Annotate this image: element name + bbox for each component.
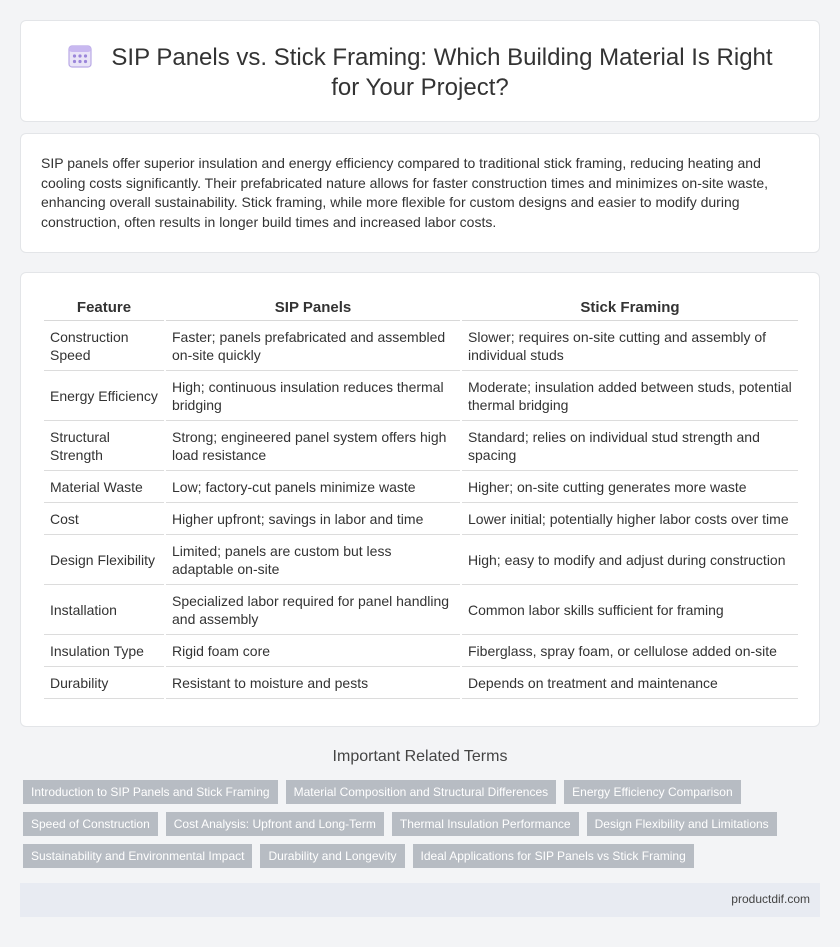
table-row	[44, 322, 798, 371]
tag-row	[23, 844, 813, 868]
feature-cell: Structural Strength	[44, 422, 164, 471]
table-row	[44, 504, 798, 535]
sip-cell: Rigid foam core	[166, 636, 460, 667]
stick-cell: Standard; relies on individual stud strength and spacing	[462, 422, 798, 471]
stick-cell: Higher; on-site cutting generates more waste	[462, 472, 798, 503]
stick-cell: Depends on treatment and maintenance	[462, 668, 798, 699]
sip-cell: Limited; panels are custom but less adaptable on-site	[166, 536, 460, 585]
feature-cell: Energy Efficiency	[44, 372, 164, 421]
feature-cell: Insulation Type	[44, 636, 164, 667]
sip-cell: Faster; panels prefabricated and assembled on-site quickly	[166, 322, 460, 371]
related-tag[interactable]: Design Flexibility and Limitations	[587, 812, 777, 836]
related-tag[interactable]: Energy Efficiency Comparison	[564, 780, 741, 804]
calendar-grid-icon	[67, 43, 93, 69]
stick-cell: High; easy to modify and adjust during construction	[462, 536, 798, 585]
footer-site-link[interactable]: productdif.com	[731, 892, 810, 906]
related-tag[interactable]: Introduction to SIP Panels and Stick Framing	[23, 780, 278, 804]
table-row	[44, 372, 798, 421]
sip-cell: Low; factory-cut panels minimize waste	[166, 472, 460, 503]
feature-cell: Durability	[44, 668, 164, 699]
stick-cell: Slower; requires on-site cutting and assembly of individual studs	[462, 322, 798, 371]
related-terms-tags	[23, 780, 813, 876]
sip-cell: Strong; engineered panel system offers high load resistance	[166, 422, 460, 471]
table-row	[44, 536, 798, 585]
sip-cell: Resistant to moisture and pests	[166, 668, 460, 699]
sip-cell: Higher upfront; savings in labor and time	[166, 504, 460, 535]
feature-cell: Design Flexibility	[44, 536, 164, 585]
page-title: SIP Panels vs. Stick Framing: Which Building Material Is Right for Your Project?	[111, 44, 773, 101]
table-row	[44, 472, 798, 503]
tag-row	[23, 780, 813, 804]
feature-cell: Construction Speed	[44, 322, 164, 371]
tag-row	[23, 812, 813, 836]
related-tag[interactable]: Cost Analysis: Upfront and Long-Term	[166, 812, 384, 836]
table-row	[44, 422, 798, 471]
related-tag[interactable]: Speed of Construction	[23, 812, 158, 836]
title-card	[20, 20, 820, 122]
intro-card	[20, 133, 820, 253]
feature-cell: Material Waste	[44, 472, 164, 503]
sip-cell: Specialized labor required for panel handling and assembly	[166, 586, 460, 635]
header-sip-panels: SIP Panels	[166, 296, 460, 321]
header-stick-framing: Stick Framing	[462, 296, 798, 321]
related-tag[interactable]: Thermal Insulation Performance	[392, 812, 579, 836]
table-header-row	[44, 296, 798, 321]
related-tag[interactable]: Durability and Longevity	[260, 844, 404, 868]
page-title-wrap	[51, 43, 789, 103]
intro-paragraph: SIP panels offer superior insulation and energy efficiency compared to traditional stick framing, reducing heating and cooling costs significantly. Their prefabricated nature allows for faster construction times and minimizes on-site waste, enhancing overall sustainability. Stick framing, while more flexible for custom designs and easier to modify during construction, often results in longer build times and increased labor costs.	[41, 155, 769, 230]
related-terms-title: Important Related Terms	[332, 748, 508, 765]
related-tag[interactable]: Ideal Applications for SIP Panels vs Stick Framing	[413, 844, 694, 868]
feature-cell: Installation	[44, 586, 164, 635]
footer-bar	[20, 883, 820, 917]
table-row	[44, 668, 798, 699]
table-row	[44, 636, 798, 667]
stick-cell: Lower initial; potentially higher labor costs over time	[462, 504, 798, 535]
sip-cell: High; continuous insulation reduces thermal bridging	[166, 372, 460, 421]
header-feature: Feature	[44, 296, 164, 321]
table-row	[44, 586, 798, 635]
stick-cell: Moderate; insulation added between studs, potential thermal bridging	[462, 372, 798, 421]
stick-cell: Fiberglass, spray foam, or cellulose added on-site	[462, 636, 798, 667]
comparison-table	[42, 295, 800, 700]
comparison-card	[20, 272, 820, 727]
related-tag[interactable]: Material Composition and Structural Differences	[286, 780, 557, 804]
stick-cell: Common labor skills sufficient for framing	[462, 586, 798, 635]
related-tag[interactable]: Sustainability and Environmental Impact	[23, 844, 252, 868]
feature-cell: Cost	[44, 504, 164, 535]
